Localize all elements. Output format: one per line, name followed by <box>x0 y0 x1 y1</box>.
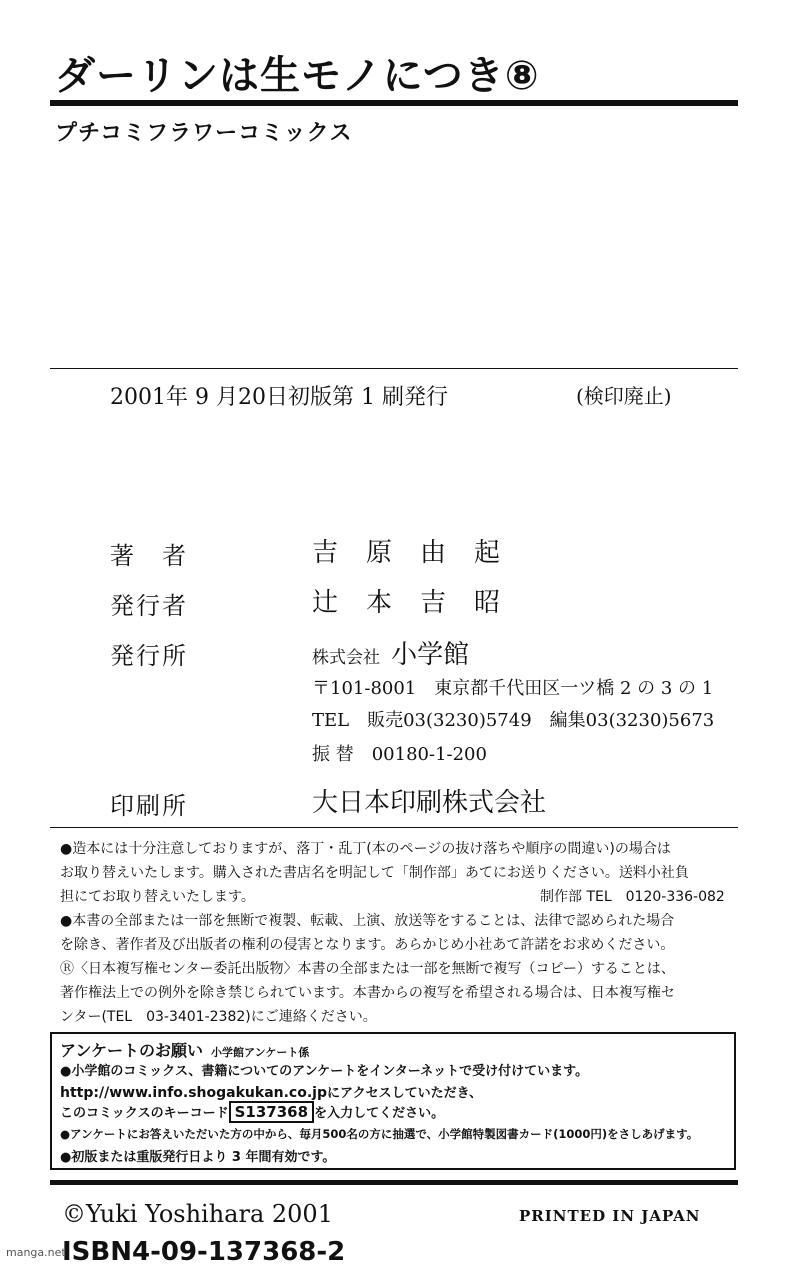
company-name: 小学館 <box>391 640 470 670</box>
company-transfer: 振 替 00180-1-200 <box>312 744 487 765</box>
survey-heading-line <box>60 1038 309 1061</box>
survey-line-1: ●小学館のコミックス、書籍についてのアンケートをインターネットで受け付けています。 <box>60 1064 589 1079</box>
survey-line-5: ●初版または重版発行日より 3 年間有効です。 <box>60 1150 336 1165</box>
author-label: 著 者 <box>110 542 188 570</box>
company-line <box>312 634 469 671</box>
publishing-house-label: 発行所 <box>110 642 188 670</box>
publication-date: 2001年 9 月20日初版第 1 刷発行 <box>110 385 448 410</box>
top-rule <box>50 100 738 106</box>
survey-key-code: S137368 <box>229 1101 314 1123</box>
notice-line-4: ●本書の全部または一部を無断で複製、転載、上演、放送等をすることは、法律で認められた場合 <box>60 913 675 929</box>
company-tel: TEL 販売03(3230)5749 編集03(3230)5673 <box>312 710 715 731</box>
notice-contact: 制作部 TEL 0120-336-082 <box>540 889 725 905</box>
notice-rule <box>50 827 738 828</box>
publisher-name: 辻本吉昭 <box>312 588 529 618</box>
survey-url-suffix: にアクセスしていただき、 <box>326 1086 483 1101</box>
printer-name: 大日本印刷株式会社 <box>312 788 547 818</box>
isbn: ISBN4-09-137368-2 <box>62 1237 346 1267</box>
book-title: ダーリンは生モノにつき⑧ <box>55 53 540 99</box>
survey-code-suffix: を入力してください。 <box>314 1106 445 1121</box>
seal-note: (検印廃止) <box>576 384 672 408</box>
survey-url[interactable]: http://www.info.shogakukan.co.jp <box>60 1085 327 1101</box>
survey-url-line <box>60 1082 482 1101</box>
printer-label: 印刷所 <box>110 792 188 820</box>
author-name: 吉原由起 <box>312 538 529 568</box>
notice-line-1: ●造本には十分注意しておりますが、落丁・乱丁(本のページの抜け落ちや順序の間違い)の場合は <box>60 841 671 857</box>
survey-line-4: ●アンケートにお答えいただいた方の中から、毎月500名の方に抽選で、小学館特製図書カード(1000円)をさしあげます。 <box>60 1127 699 1141</box>
notice-line-2: お取り替えいたします。購入された書店名を明記して「制作部」あてにお送りください。送料小社負 <box>60 865 689 881</box>
copyright: ©Yuki Yoshihara 2001 <box>62 1200 333 1228</box>
watermark: manga.net <box>6 1246 66 1259</box>
publisher-label: 発行者 <box>110 592 188 620</box>
notice-line-8: ンター(TEL 03-3401-2382)にご連絡ください。 <box>60 1009 377 1025</box>
bottom-rule <box>50 1180 738 1185</box>
survey-code-prefix: このコミックスのキーコード <box>60 1106 229 1121</box>
notice-line-3: 担にてお取り替えいたします。 <box>60 889 255 905</box>
notice-line-7: 著作権法上での例外を除き禁じられています。本書からの複写を希望される場合は、日本複写権セ <box>60 985 675 1001</box>
notice-line-6: Ⓡ〈日本複写権センター委託出版物〉本書の全部または一部を無断で複写（コピー）することは、 <box>60 961 675 977</box>
survey-department: 小学館アンケート係 <box>211 1046 310 1059</box>
survey-heading: アンケートのお願い <box>60 1041 204 1060</box>
imprint-label: プチコミフラワーコミックス <box>55 121 353 146</box>
survey-code-line <box>60 1102 444 1121</box>
company-address: 〒101-8001 東京都千代田区一ツ橋 2 の 3 の 1 <box>312 678 714 699</box>
company-prefix: 株式会社 <box>312 648 380 668</box>
printed-in: PRINTED IN JAPAN <box>519 1207 701 1225</box>
notice-line-5: を除き、著作者及び出版者の権利の侵害となります。あらかじめ小社あて許諾をお求めください。 <box>60 937 675 953</box>
divider-rule <box>50 368 738 369</box>
